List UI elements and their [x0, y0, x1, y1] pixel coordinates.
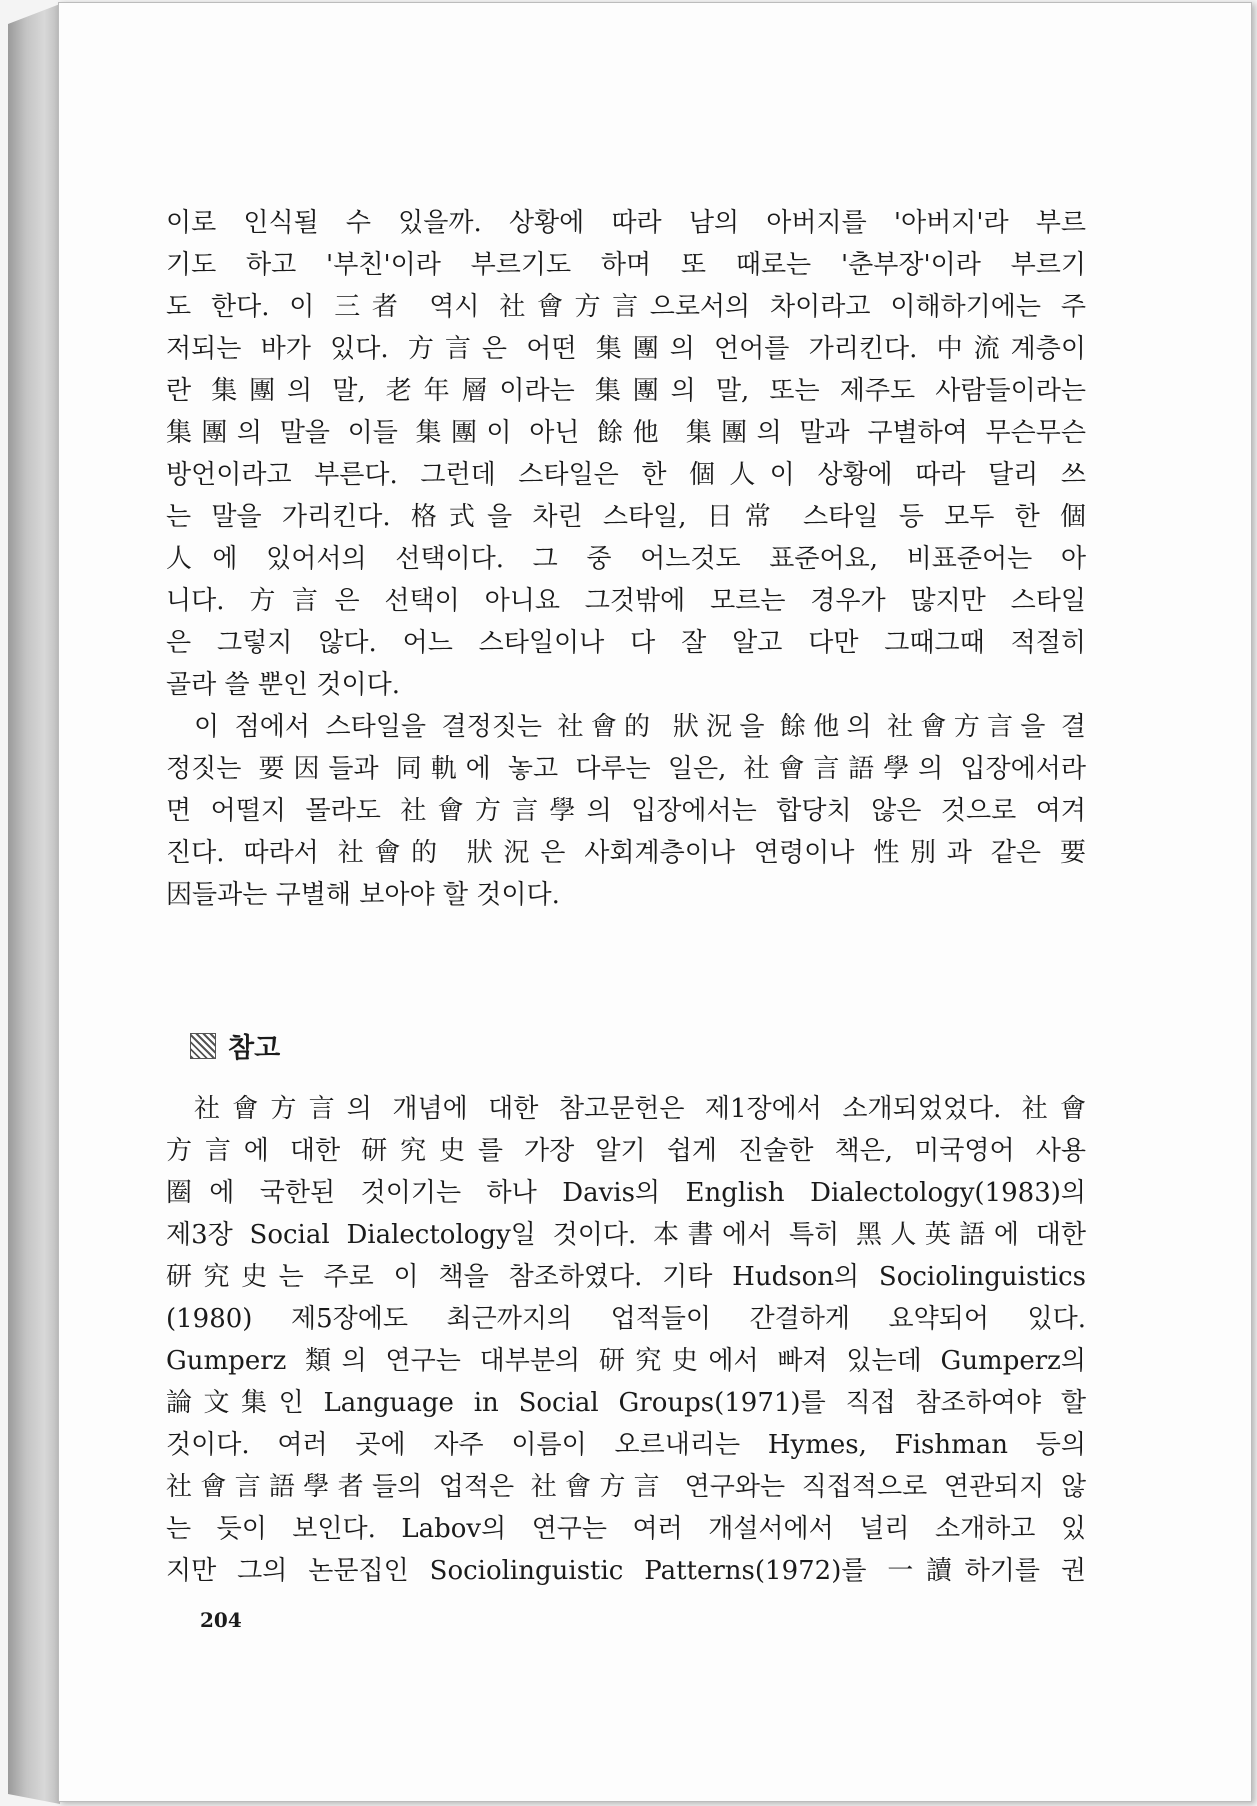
- text-line: 方言에 대한 研究史를 가장 알기 쉽게 진술한 책은, 미국영어 사용: [166, 1136, 1086, 1166]
- text-line: 제3장 Social Dialectology일 것이다. 本書에서 특히 黑人英語에 대한: [166, 1220, 1086, 1250]
- text-line: Gumperz 類의 연구는 대부분의 研究史에서 빠져 있는데 Gumperz의: [166, 1346, 1086, 1376]
- book-spine: [8, 4, 60, 1804]
- text-line: 는 말을 가리킨다. 格式을 차린 스타일, 日常 스타일 등 모두 한 個: [166, 502, 1086, 532]
- page-number: 204: [200, 1608, 242, 1632]
- hatched-square-icon: [190, 1033, 216, 1059]
- text-line: 지만 그의 논문집인 Sociolinguistic Patterns(1972)를 一讀하기를 권: [166, 1556, 1086, 1586]
- text-line: 集團의 말을 이들 集團이 아닌 餘他 集團의 말과 구별하여 무슨무슨: [166, 418, 1086, 448]
- text-line: 골라 쓸 뿐인 것이다.: [166, 670, 400, 700]
- text-line: 圈에 국한된 것이기는 하나 Davis의 English Dialectology(1983)의: [166, 1178, 1086, 1208]
- text-line: 因들과는 구별해 보아야 할 것이다.: [166, 880, 560, 910]
- text-line: 방언이라고 부른다. 그런데 스타일은 한 個人이 상황에 따라 달리 쓰: [166, 460, 1086, 490]
- paragraph-second: [166, 706, 1086, 916]
- text-line: 것이다. 여러 곳에 자주 이름이 오르내리는 Hymes, Fishman 등의: [166, 1430, 1086, 1460]
- text-line: 니다. 方言은 선택이 아니요 그것밖에 모르는 경우가 많지만 스타일: [166, 586, 1086, 616]
- text-line: 이 점에서 스타일을 결정짓는 社會的 狀況을 餘他의 社會方言을 결: [194, 712, 1086, 742]
- text-line: 정짓는 要因들과 同軌에 놓고 다루는 일은, 社會言語學의 입장에서라: [166, 754, 1086, 784]
- text-line: 는 듯이 보인다. Labov의 연구는 여러 개설서에서 널리 소개하고 있: [166, 1514, 1086, 1544]
- section-heading: [190, 1026, 280, 1065]
- text-line: 진다. 따라서 社會的 狀況은 사회계층이나 연령이나 性別과 같은 要: [166, 838, 1086, 868]
- text-line: 은 그렇지 않다. 어느 스타일이나 다 잘 알고 다만 그때그때 적절히: [166, 628, 1086, 658]
- text-line: 研究史는 주로 이 책을 참조하였다. 기타 Hudson의 Sociolinguistics: [166, 1262, 1086, 1292]
- references-paragraph: [166, 1088, 1086, 1592]
- text-line: 人에 있어서의 선택이다. 그 중 어느것도 표준어요, 비표준어는 아: [166, 544, 1086, 574]
- text-line: 이로 인식될 수 있을까. 상황에 따라 남의 아버지를 '아버지'라 부르: [166, 208, 1086, 238]
- text-line: 社會方言의 개념에 대한 참고문헌은 제1장에서 소개되었었다. 社會: [194, 1094, 1086, 1124]
- text-line: 社會言語學者들의 업적은 社會方言 연구와는 직접적으로 연관되지 않: [166, 1472, 1086, 1502]
- text-line: 論文集인 Language in Social Groups(1971)를 직접 참조하여야 할: [166, 1388, 1086, 1418]
- text-line: 저되는 바가 있다. 方言은 어떤 集團의 언어를 가리킨다. 中流계층이: [166, 334, 1086, 364]
- text-line: (1980) 제5장에도 최근까지의 업적들이 간결하게 요약되어 있다.: [166, 1304, 1086, 1334]
- text-line: 기도 하고 '부친'이라 부르기도 하며 또 때로는 '춘부장'이라 부르기: [166, 250, 1086, 280]
- text-line: 도 한다. 이 三者 역시 社會方言으로서의 차이라고 이해하기에는 주: [166, 292, 1086, 322]
- text-line: 란 集團의 말, 老年層이라는 集團의 말, 또는 제주도 사람들이라는: [166, 376, 1086, 406]
- section-heading-label: 참고: [228, 1033, 281, 1064]
- paragraph-top: [166, 202, 1086, 706]
- text-line: 면 어떨지 몰라도 社會方言學의 입장에서는 합당치 않은 것으로 여겨: [166, 796, 1086, 826]
